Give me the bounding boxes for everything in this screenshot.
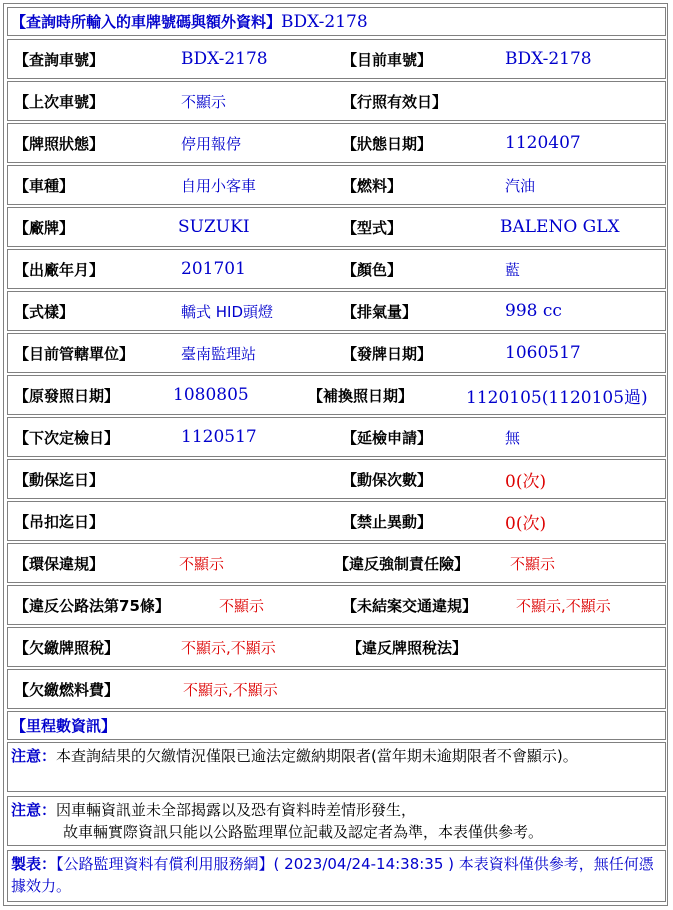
info-row xyxy=(7,585,666,625)
field-value: BALENO GLX xyxy=(500,217,620,237)
field-label: 【行照有效日】 xyxy=(342,92,448,111)
field-label: 【出廠年月】 xyxy=(14,260,105,279)
field-label: 【下次定檢日】 xyxy=(14,428,120,447)
field-label: 【欠繳牌照稅】 xyxy=(14,638,120,657)
field-label: 【違反公路法第75條】 xyxy=(14,596,170,615)
field-value: 臺南監理站 xyxy=(181,344,257,363)
note2-line1: 因車輛資訊並未全部揭露以及恐有資料時差情形發生， xyxy=(56,801,417,819)
field-value: 轎式 HID頭燈 xyxy=(181,302,274,321)
note-disclaimer xyxy=(7,796,666,846)
field-value: 不顯示,不顯示 xyxy=(516,596,611,615)
field-value: SUZUKI xyxy=(178,217,250,237)
field-label: 【目前管轄單位】 xyxy=(14,344,135,363)
note-overdue xyxy=(7,742,666,792)
field-value: 汽油 xyxy=(505,176,536,195)
info-row xyxy=(7,501,666,541)
field-label: 【牌照狀態】 xyxy=(14,134,105,153)
header-plate: BDX-2178 xyxy=(281,11,368,32)
note2-label: 注意： xyxy=(11,801,57,819)
field-value: 998 cc xyxy=(505,301,562,321)
field-label: 【未結案交通違規】 xyxy=(342,596,478,615)
field-value: 1120517 xyxy=(181,427,257,447)
field-label: 【排氣量】 xyxy=(342,302,418,321)
field-value: 無 xyxy=(505,428,521,447)
field-label: 【禁止異動】 xyxy=(342,512,433,531)
info-row xyxy=(7,333,666,373)
footer-time: ( 2023/04/24-14:38:35 ) xyxy=(273,855,455,873)
info-row xyxy=(7,81,666,121)
field-value: 201701 xyxy=(181,259,246,279)
footer-label: 製表： xyxy=(11,855,57,873)
info-row xyxy=(7,249,666,289)
field-label: 【違反牌照稅法】 xyxy=(347,638,468,657)
info-row xyxy=(7,459,666,499)
field-label: 【型式】 xyxy=(342,218,403,237)
field-value: 1060517 xyxy=(505,343,581,363)
header-title: 【查詢時所輸入的車牌號碼與額外資料】 xyxy=(11,13,282,31)
field-value: 不顯示,不顯示 xyxy=(181,638,276,657)
note2-line2: 故車輛實際資訊只能以公路監理單位記載及認定者為準，本表僅供參考。 xyxy=(63,823,544,841)
info-row xyxy=(7,543,666,583)
field-value: 停用報停 xyxy=(181,134,242,153)
field-label: 【式樣】 xyxy=(14,302,75,321)
note1-label: 注意： xyxy=(11,747,57,765)
note1-text: 本查詢結果的欠繳情況僅限已逾法定繳納期限者(當年期未逾期限者不會顯示)。 xyxy=(56,747,578,765)
info-row xyxy=(7,39,666,79)
field-label: 【目前車號】 xyxy=(342,50,433,69)
mileage-label: 【里程數資訊】 xyxy=(11,717,117,735)
info-row xyxy=(7,627,666,667)
field-value: 0(次) xyxy=(505,513,547,534)
field-label: 【原發照日期】 xyxy=(14,386,120,405)
footer-text: 本表資料僅供參考，無任何憑據效力。 xyxy=(11,855,654,895)
field-label: 【顏色】 xyxy=(342,260,403,279)
info-row xyxy=(7,165,666,205)
field-value: 自用小客車 xyxy=(181,176,257,195)
header-row xyxy=(7,7,666,36)
footer-source: 【公路監理資料有償利用服務網】 xyxy=(56,855,274,873)
footer-note xyxy=(7,850,666,902)
field-label: 【違反強制責任險】 xyxy=(334,554,470,573)
field-label: 【吊扣迄日】 xyxy=(14,512,105,531)
info-row xyxy=(7,291,666,331)
field-label: 【車種】 xyxy=(14,176,75,195)
field-label: 【環保違規】 xyxy=(14,554,105,573)
field-label: 【動保迄日】 xyxy=(14,470,105,489)
info-row xyxy=(7,669,666,709)
field-label: 【燃料】 xyxy=(342,176,403,195)
field-value: 不顯示 xyxy=(181,92,227,111)
mileage-row xyxy=(7,711,666,740)
field-value: 不顯示 xyxy=(510,554,556,573)
field-value: 藍 xyxy=(505,260,521,279)
field-label: 【廠牌】 xyxy=(14,218,75,237)
field-label: 【延檢申請】 xyxy=(342,428,433,447)
field-label: 【動保次數】 xyxy=(342,470,433,489)
field-label: 【發牌日期】 xyxy=(342,344,433,363)
field-value: 1120407 xyxy=(505,133,581,153)
field-value: 不顯示 xyxy=(179,554,225,573)
field-label: 【補換照日期】 xyxy=(308,386,414,405)
info-row xyxy=(7,207,666,247)
info-row xyxy=(7,375,666,415)
field-value: 不顯示 xyxy=(219,596,265,615)
field-label: 【上次車號】 xyxy=(14,92,105,111)
field-value: BDX-2178 xyxy=(181,49,268,69)
info-row xyxy=(7,417,666,457)
field-label: 【查詢車號】 xyxy=(14,50,105,69)
field-label: 【欠繳燃料費】 xyxy=(14,680,120,699)
field-value: BDX-2178 xyxy=(505,49,592,69)
field-label: 【狀態日期】 xyxy=(342,134,433,153)
field-value: 不顯示,不顯示 xyxy=(183,680,278,699)
info-row xyxy=(7,123,666,163)
field-value: 0(次) xyxy=(505,471,547,492)
field-value: 1080805 xyxy=(173,385,249,405)
field-value: 1120105(1120105過) xyxy=(466,387,648,408)
